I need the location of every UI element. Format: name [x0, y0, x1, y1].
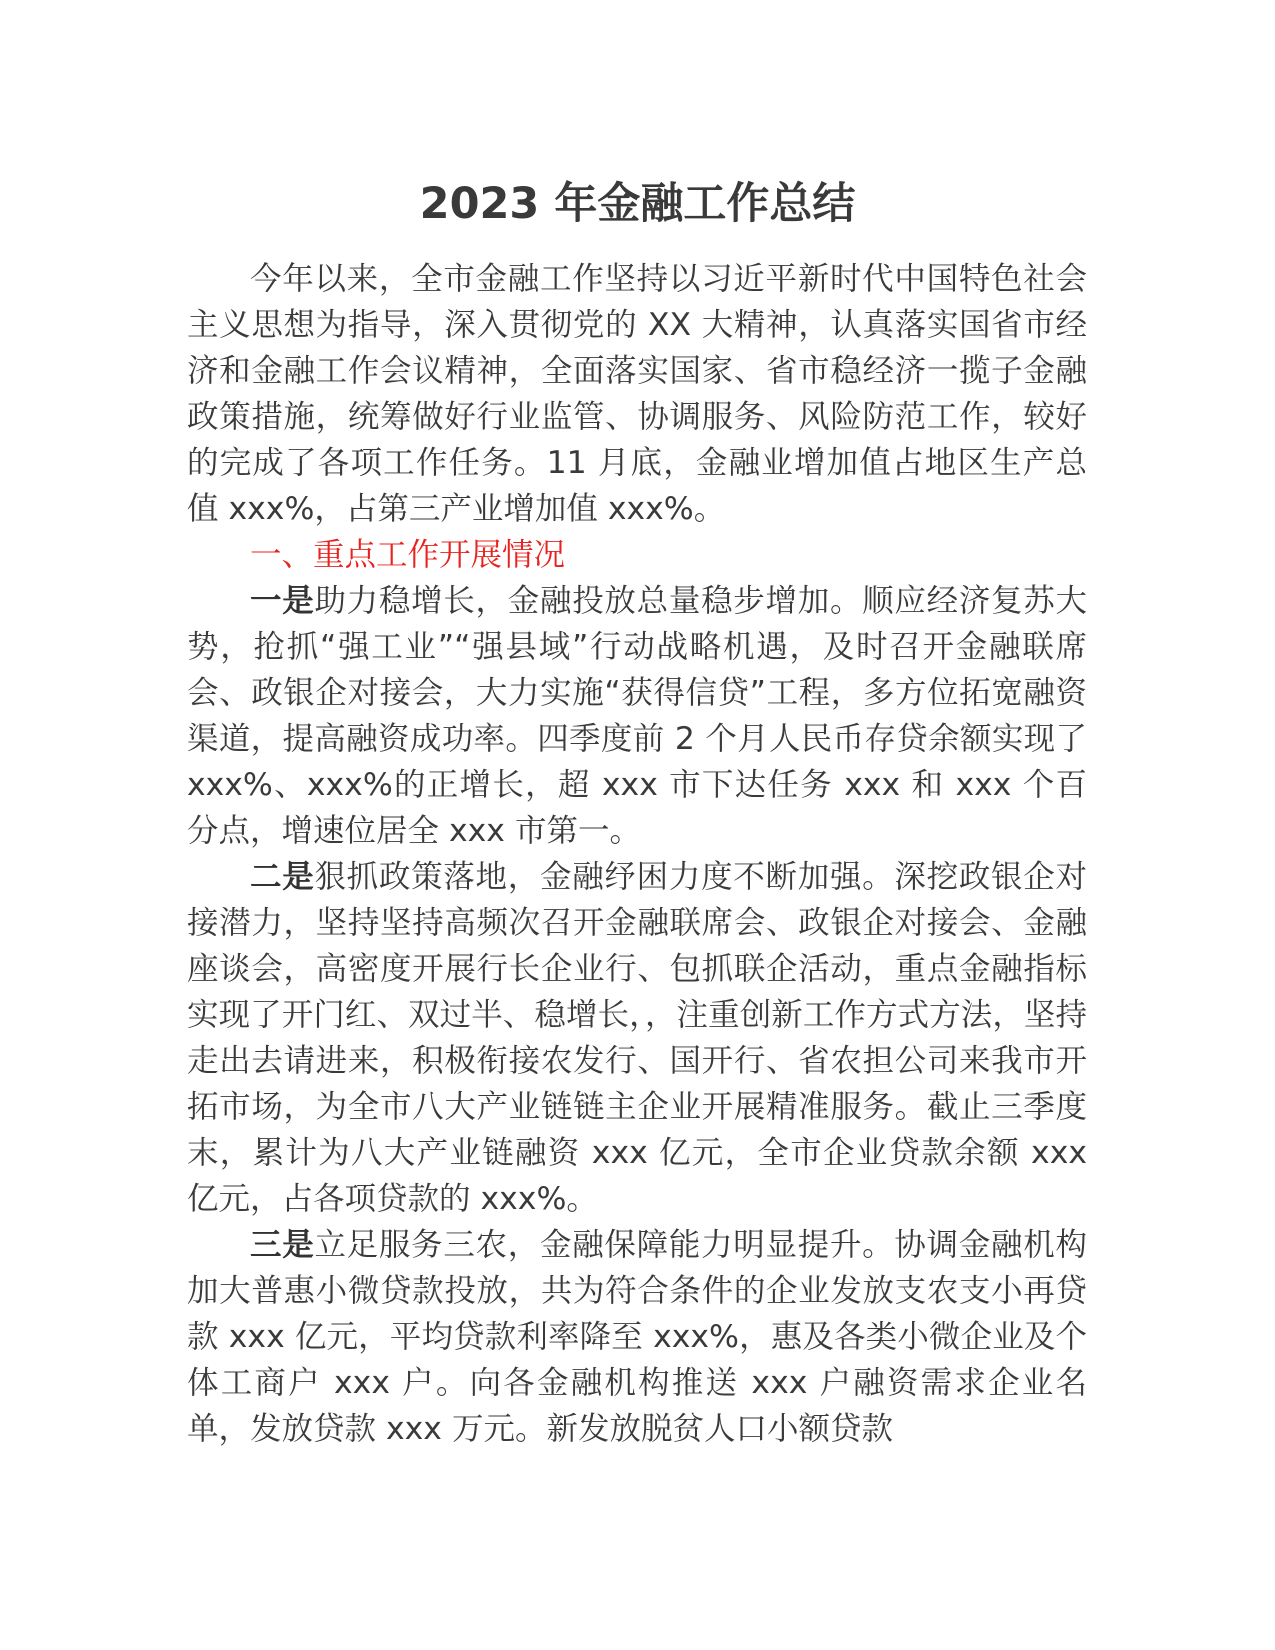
item-paragraph-2 [187, 854, 1087, 1222]
item-lead-3: 三是 [250, 1227, 315, 1263]
item-text-1: 助力稳增长，金融投放总量稳步增加。顺应经济复苏大势，抢抓“强工业”“强县域”行动战略机遇，及时召开金融联席会、政银企对接会，大力实施“获得信贷”工程，多方位拓宽融资渠道，提高融资成功率。四季度前 2 个月人民币存贷余额实现了 xxx%、xxx%的正增长，超 xxx 市下达任务 xxx 和 xxx 个百分点，增速位居全 xxx 市第一。 [187, 583, 1087, 849]
item-paragraph-1 [187, 578, 1087, 854]
item-lead-2: 二是 [250, 859, 315, 895]
intro-paragraph: 今年以来，全市金融工作坚持以习近平新时代中国特色社会主义思想为指导，深入贯彻党的 XX 大精神，认真落实国省市经济和金融工作会议精神，全面落实国家、省市稳经济一揽子金融政策措施，统筹做好行业监管、协调服务、风险防范工作，较好的完成了各项工作任务。11 月底，金融业增加值占地区生产总值 xxx%，占第三产业增加值 xxx%。 [187, 261, 1087, 527]
document-body [187, 256, 1087, 1452]
item-text-2: 狠抓政策落地，金融纾困力度不断加强。深挖政银企对接潜力，坚持坚持高频次召开金融联席会、政银企对接会、金融座谈会，高密度开展行长企业行、包抓联企活动，重点金融指标实现了开门红、双过半、稳增长，，注重创新工作方式方法，坚持走出去请进来，积极衔接农发行、国开行、省农担公司来我市开拓市场，为全市八大产业链链主企业开展精准服务。截止三季度末，累计为八大产业链融资 xxx 亿元，全市企业贷款余额 xxx 亿元，占各项贷款的 xxx%。 [187, 859, 1087, 1217]
item-paragraph-3 [187, 1222, 1087, 1452]
document-title: 2023 年金融工作总结 [419, 179, 856, 229]
item-lead-1: 一是 [250, 583, 315, 619]
item-text-3: 立足服务三农，金融保障能力明显提升。协调金融机构加大普惠小微贷款投放，共为符合条件的企业发放支农支小再贷款 xxx 亿元，平均贷款利率降至 xxx%，惠及各类小微企业及个体工商户 xxx 户。向各金融机构推送 xxx 户融资需求企业名单，发放贷款 xxx 万元。新发放脱贫人口小额贷款 [187, 1227, 1087, 1447]
section-heading: 一、重点工作开展情况 [250, 537, 566, 573]
